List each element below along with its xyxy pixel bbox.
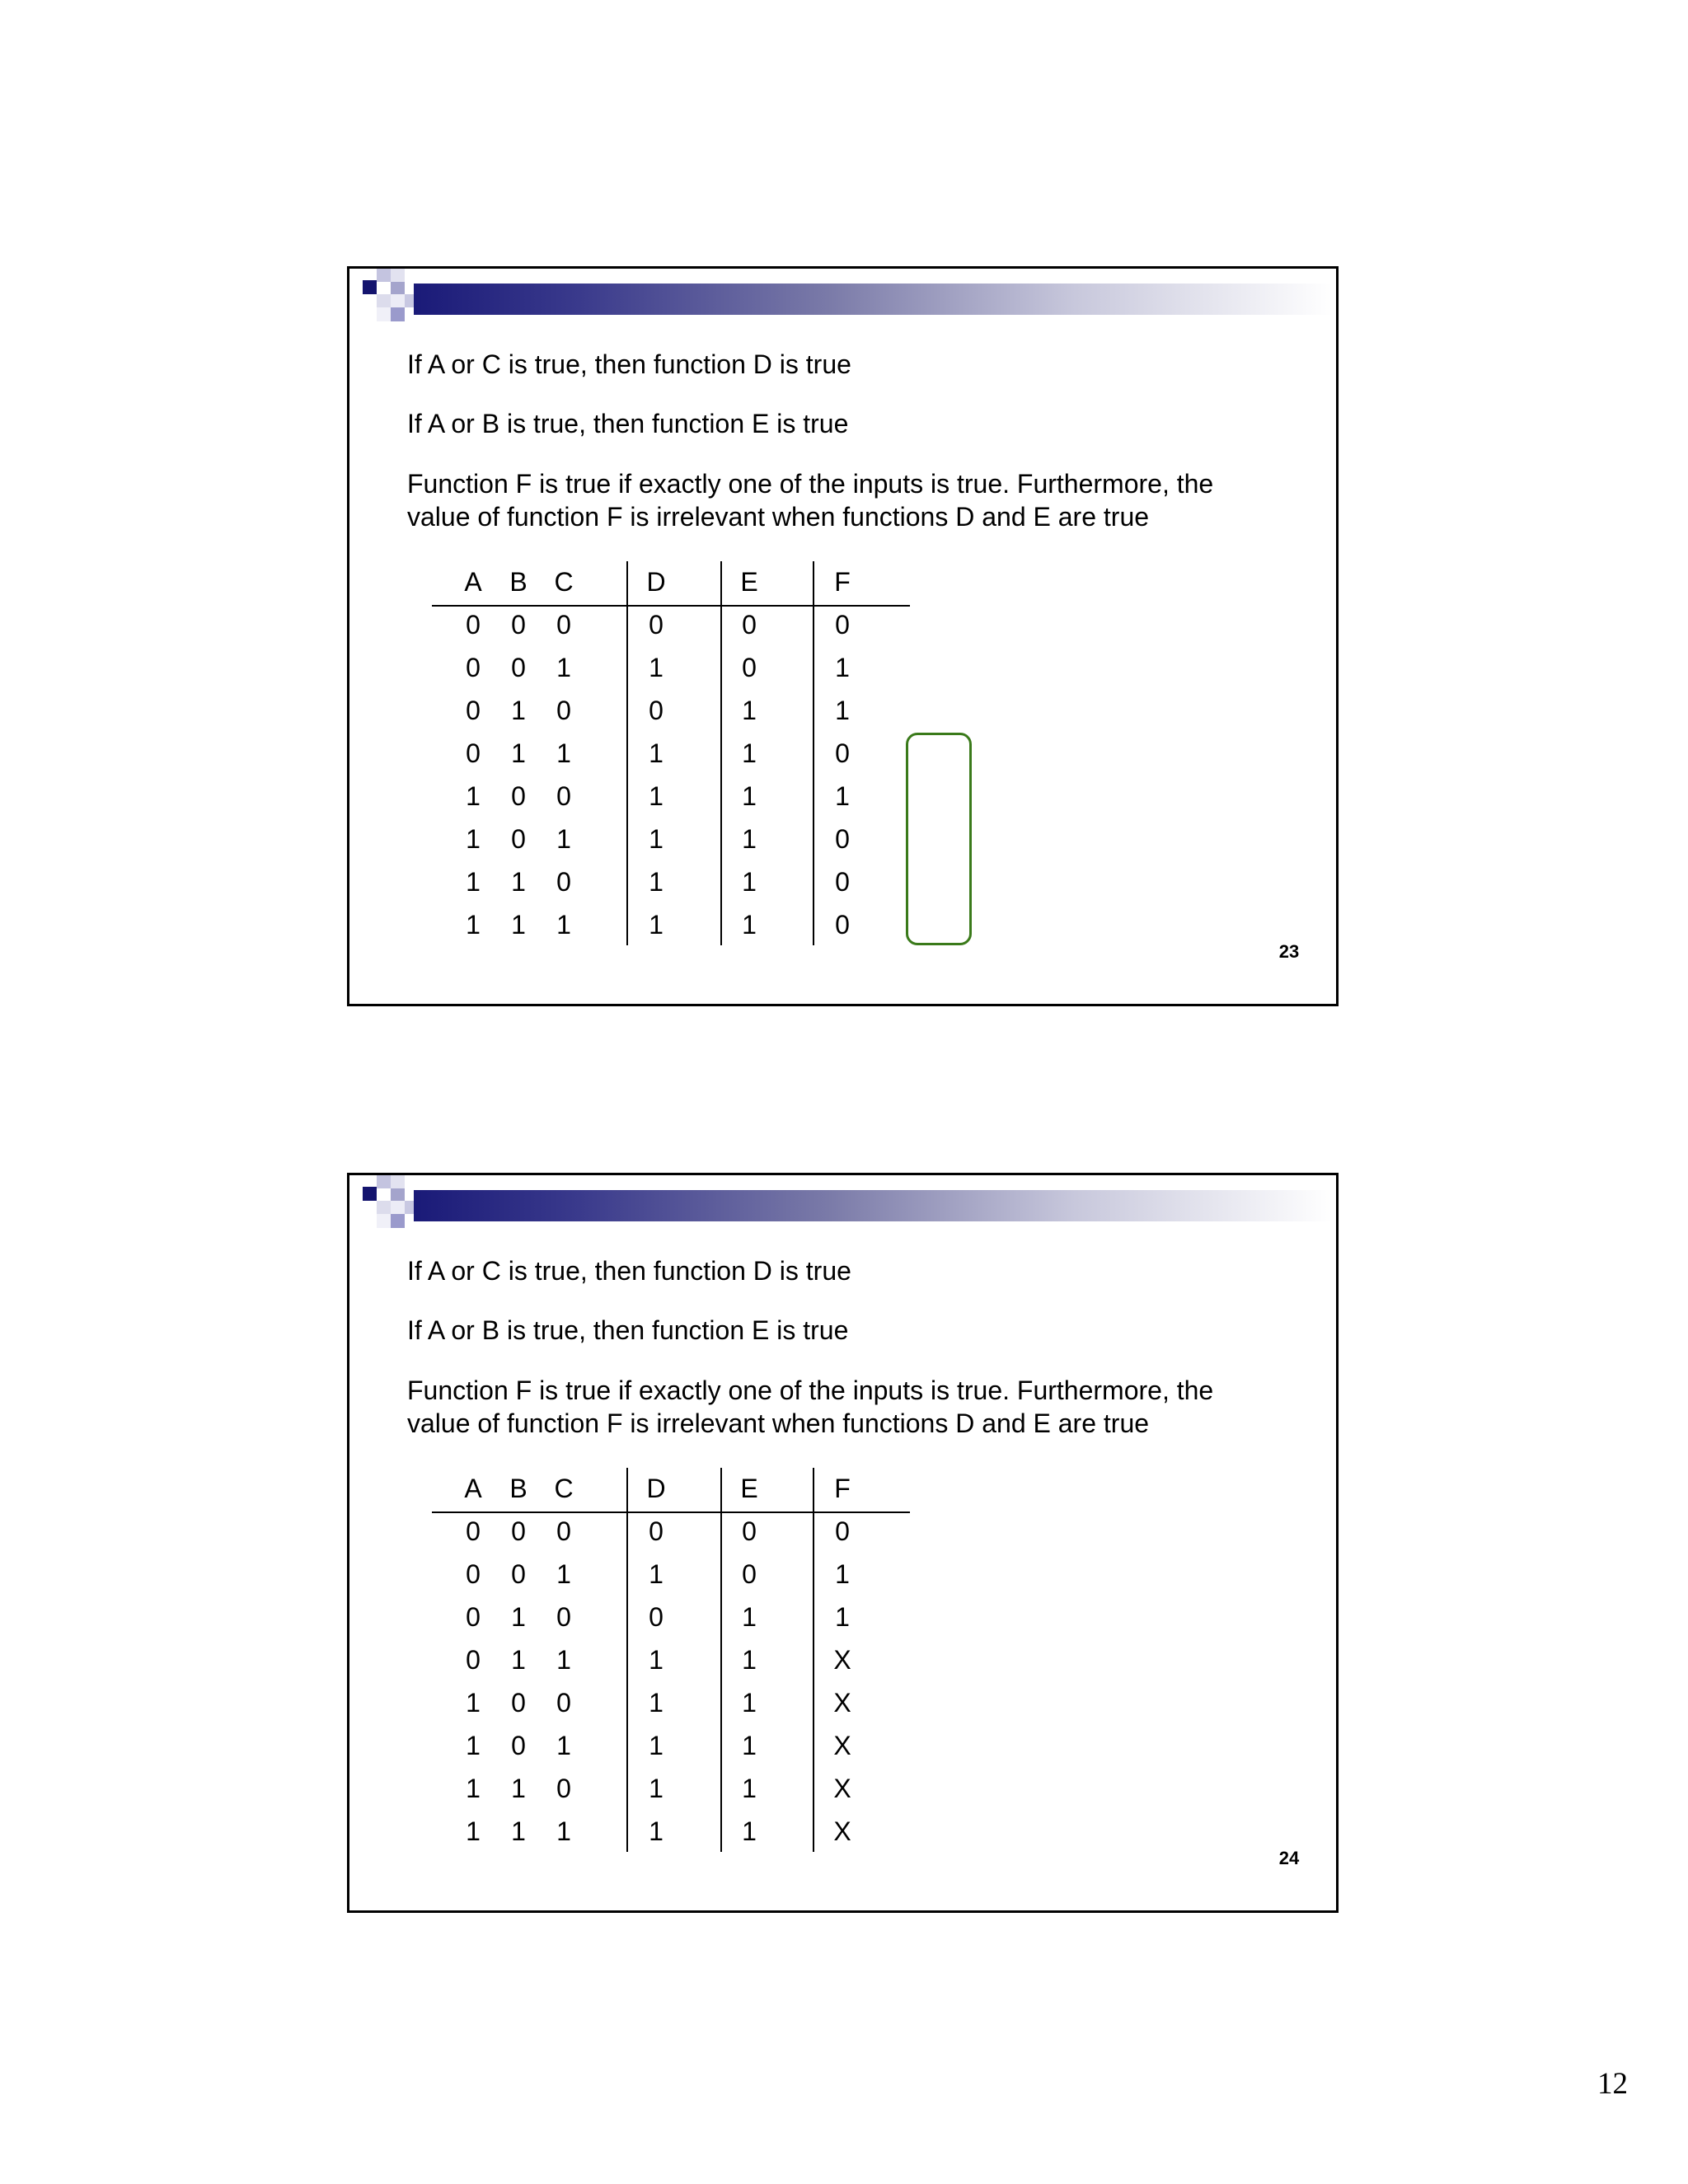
cell-c: 0 <box>556 696 571 725</box>
cell-e: 1 <box>742 867 757 897</box>
cell-a: 1 <box>466 1688 481 1718</box>
cell-c: 0 <box>556 1774 571 1803</box>
cell-d: 1 <box>649 1645 663 1675</box>
cell-e: 1 <box>742 1816 757 1846</box>
cell-b: 0 <box>511 781 526 811</box>
cell-a: 0 <box>466 1602 481 1632</box>
decor-square <box>377 1214 391 1228</box>
cell-c: 1 <box>556 910 571 940</box>
cell-b: 1 <box>511 738 526 768</box>
cell-f: 1 <box>835 696 850 725</box>
cell-f: X <box>833 1688 851 1718</box>
cell-f: 0 <box>835 867 850 897</box>
statement-f-line-1: Function F is true if exactly one of the inputs is true. Furthermore, the <box>407 1376 1214 1405</box>
slide-number: 23 <box>1278 941 1300 962</box>
column-divider <box>813 1468 814 1852</box>
cell-b: 1 <box>511 867 526 897</box>
statement-d: If A or C is true, then function D is true <box>407 349 851 379</box>
cell-a: 1 <box>466 824 481 854</box>
cell-e: 1 <box>742 1688 757 1718</box>
decor-square <box>377 269 391 282</box>
cell-a: 1 <box>466 1731 481 1760</box>
cell-d: 1 <box>649 781 663 811</box>
column-divider <box>813 561 814 945</box>
cell-f: 1 <box>835 781 850 811</box>
cell-c: 0 <box>556 610 571 640</box>
cell-c: 0 <box>556 781 571 811</box>
cell-b: 1 <box>511 1645 526 1675</box>
cell-b: 1 <box>511 1602 526 1632</box>
cell-e: 0 <box>742 1559 757 1589</box>
cell-e: 1 <box>742 1602 757 1632</box>
header-e: E <box>740 567 758 597</box>
cell-b: 0 <box>511 1731 526 1760</box>
header-f: F <box>834 567 851 597</box>
cell-a: 1 <box>466 910 481 940</box>
cell-d: 0 <box>649 610 663 640</box>
statement-f-line-2: value of function F is irrelevant when functions D and E are true <box>407 502 1150 532</box>
cell-a: 0 <box>466 610 481 640</box>
cell-a: 0 <box>466 696 481 725</box>
cell-e: 1 <box>742 1645 757 1675</box>
cell-b: 0 <box>511 824 526 854</box>
cell-b: 0 <box>511 610 526 640</box>
cell-c: 0 <box>556 1602 571 1632</box>
cell-d: 1 <box>649 1816 663 1846</box>
cell-a: 0 <box>466 1559 481 1589</box>
cell-c: 1 <box>556 1559 571 1589</box>
cell-c: 1 <box>556 1816 571 1846</box>
cell-e: 0 <box>742 653 757 682</box>
truth-table <box>432 561 910 957</box>
cell-d: 1 <box>649 1688 663 1718</box>
decor-square <box>377 1175 391 1188</box>
slide-24 <box>347 1173 1339 1913</box>
cell-a: 1 <box>466 1774 481 1803</box>
cell-f: 0 <box>835 610 850 640</box>
header-c: C <box>554 567 574 597</box>
decor-square <box>377 307 391 321</box>
column-divider <box>720 561 722 945</box>
cell-f: X <box>833 1774 851 1803</box>
cell-e: 1 <box>742 910 757 940</box>
cell-e: 0 <box>742 1516 757 1546</box>
column-divider <box>626 561 628 945</box>
cell-f: X <box>833 1731 851 1760</box>
cell-a: 0 <box>466 1645 481 1675</box>
cell-c: 1 <box>556 1731 571 1760</box>
cell-f: 0 <box>835 910 850 940</box>
cell-a: 1 <box>466 781 481 811</box>
decor-square <box>363 1187 377 1201</box>
header-d: D <box>646 1474 666 1503</box>
header-b: B <box>509 567 528 597</box>
cell-e: 0 <box>742 610 757 640</box>
header-d: D <box>646 567 666 597</box>
decor-square <box>363 280 377 294</box>
header-a: A <box>464 1474 482 1503</box>
header-underline <box>432 1511 910 1513</box>
decor-square <box>391 294 405 307</box>
slide-23 <box>347 266 1339 1006</box>
cell-b: 0 <box>511 653 526 682</box>
cell-d: 0 <box>649 1602 663 1632</box>
cell-c: 1 <box>556 738 571 768</box>
cell-e: 1 <box>742 781 757 811</box>
cell-f: 0 <box>835 824 850 854</box>
cell-e: 1 <box>742 738 757 768</box>
cell-d: 1 <box>649 1559 663 1589</box>
decor-square <box>391 282 405 294</box>
cell-f: X <box>833 1816 851 1846</box>
decor-square <box>391 1201 405 1214</box>
decor-square <box>391 269 405 282</box>
cell-d: 1 <box>649 824 663 854</box>
cell-e: 1 <box>742 1731 757 1760</box>
decor-square <box>391 307 405 321</box>
statement-e: If A or B is true, then function E is true <box>407 409 849 438</box>
decor-square <box>391 1188 405 1201</box>
cell-e: 1 <box>742 1774 757 1803</box>
cell-b: 0 <box>511 1688 526 1718</box>
header-f: F <box>834 1474 851 1503</box>
cell-c: 1 <box>556 824 571 854</box>
cell-b: 1 <box>511 1774 526 1803</box>
cell-d: 0 <box>649 696 663 725</box>
cell-d: 1 <box>649 738 663 768</box>
cell-d: 1 <box>649 867 663 897</box>
statement-f-line-1: Function F is true if exactly one of the inputs is true. Furthermore, the <box>407 469 1214 499</box>
cell-a: 1 <box>466 1816 481 1846</box>
decor-square <box>377 294 391 307</box>
cell-d: 0 <box>649 1516 663 1546</box>
gradient-banner <box>414 284 1333 315</box>
gradient-banner <box>414 1190 1333 1221</box>
cell-f: X <box>833 1645 851 1675</box>
cell-f: 0 <box>835 738 850 768</box>
cell-a: 0 <box>466 653 481 682</box>
column-divider <box>626 1468 628 1852</box>
cell-d: 1 <box>649 1731 663 1760</box>
cell-b: 1 <box>511 696 526 725</box>
slide-number: 24 <box>1278 1848 1300 1868</box>
cell-b: 0 <box>511 1516 526 1546</box>
cell-f: 1 <box>835 1559 850 1589</box>
decor-square <box>377 1201 391 1214</box>
cell-b: 1 <box>511 910 526 940</box>
cell-c: 0 <box>556 1688 571 1718</box>
cell-a: 1 <box>466 867 481 897</box>
cell-c: 0 <box>556 867 571 897</box>
cell-f: 0 <box>835 1516 850 1546</box>
page-number: 12 <box>1597 2067 1628 2101</box>
column-divider <box>720 1468 722 1852</box>
cell-f: 1 <box>835 1602 850 1632</box>
dont-care-highlight <box>906 733 972 945</box>
truth-table <box>432 1468 910 1863</box>
decor-square <box>391 1214 405 1228</box>
cell-d: 1 <box>649 910 663 940</box>
cell-c: 0 <box>556 1516 571 1546</box>
decor-square <box>391 1175 405 1188</box>
statement-e: If A or B is true, then function E is true <box>407 1315 849 1345</box>
header-e: E <box>740 1474 758 1503</box>
header-b: B <box>509 1474 528 1503</box>
cell-a: 0 <box>466 1516 481 1546</box>
header-underline <box>432 605 910 607</box>
cell-a: 0 <box>466 738 481 768</box>
header-a: A <box>464 567 482 597</box>
cell-f: 1 <box>835 653 850 682</box>
cell-d: 1 <box>649 653 663 682</box>
statement-f-line-2: value of function F is irrelevant when functions D and E are true <box>407 1408 1150 1438</box>
header-c: C <box>554 1474 574 1503</box>
cell-d: 1 <box>649 1774 663 1803</box>
cell-e: 1 <box>742 696 757 725</box>
statement-d: If A or C is true, then function D is true <box>407 1256 851 1286</box>
cell-b: 0 <box>511 1559 526 1589</box>
cell-c: 1 <box>556 653 571 682</box>
cell-b: 1 <box>511 1816 526 1846</box>
cell-c: 1 <box>556 1645 571 1675</box>
cell-e: 1 <box>742 824 757 854</box>
